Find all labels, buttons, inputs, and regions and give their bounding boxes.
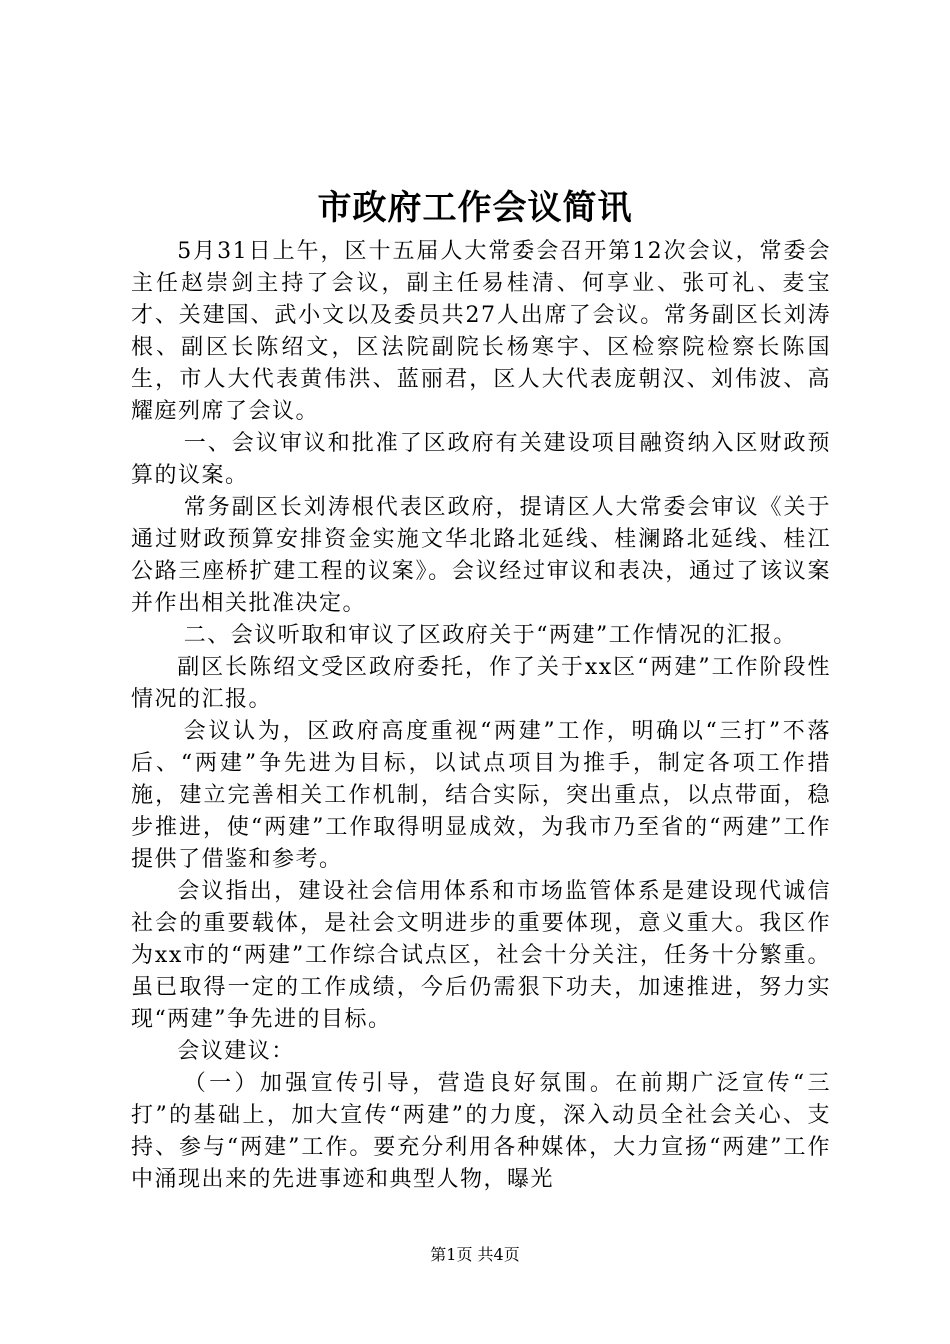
paragraph-suggestions-heading: 会议建议： (177, 1039, 295, 1064)
paragraph-meeting-intro: 5月31日上午，区十五届人大常委会召开第12次会议，常委会主任赵崇剑主持了会议，副主任易桂清、何享业、张可礼、麦宝才、关建国、武小文以及委员共27人出席了会议。常务副区长刘涛根、副区长陈绍文，区法院副院长杨寒宇、区检察院检察长陈国生，市人大代表黄伟洪、蓝丽君，区人大代表庞朝汉、刘伟波、高耀庭列席了会议。 (131, 239, 831, 424)
paragraph-item-two-heading: 二、会议听取和审议了区政府关于“两建”工作情况的汇报。 (183, 623, 797, 648)
page-footer: 第1页 共4页 (430, 1245, 520, 1264)
document-title: 市政府工作会议简讯 (317, 188, 633, 228)
paragraph-item-one-heading: 一、会议审议和批准了区政府有关建设项目融资纳入区财政预算的议案。 (131, 431, 831, 488)
paragraph-item-one-detail: 常务副区长刘涛根代表区政府，提请区人大常委会审议《关于通过财政预算安排资金实施文华北路北延线、桂澜路北延线、桂江公路三座桥扩建工程的议案》。会议经过审议和表决，通过了该议案并作出相关批准决定。 (131, 495, 831, 616)
paragraph-meeting-opinion: 会议认为，区政府高度重视“两建”工作，明确以“三打”不落后、“两建”争先进为目标，以试点项目为推手，制定各项工作措施，建立完善相关工作机制，结合实际，突出重点，以点带面，稳步推进，使“两建”工作取得明显成效，为我市乃至省的“两建”工作提供了借鉴和参考。 (131, 719, 831, 872)
paragraph-suggestion-one: （一）加强宣传引导，营造良好氛围。在前期广泛宣传“三打”的基础上，加大宣传“两建”的力度，深入动员全社会关心、支持、参与“两建”工作。要充分利用各种媒体，大力宣扬“两建”工作中涌现出来的先进事迹和典型人物，曝光 (131, 1071, 831, 1192)
document-body (131, 236, 831, 1196)
paragraph-item-two-detail: 副区长陈绍文受区政府委托，作了关于xx区“两建”工作阶段性情况的汇报。 (131, 655, 831, 712)
paragraph-meeting-pointed-out: 会议指出，建设社会信用体系和市场监管体系是建设现代诚信社会的重要载体，是社会文明进步的重要体现，意义重大。我区作为xx市的“两建”工作综合试点区，社会十分关注，任务十分繁重。虽已取得一定的工作成绩，今后仍需狠下功夫，加速推进，努力实现“两建”争先进的目标。 (131, 879, 831, 1032)
